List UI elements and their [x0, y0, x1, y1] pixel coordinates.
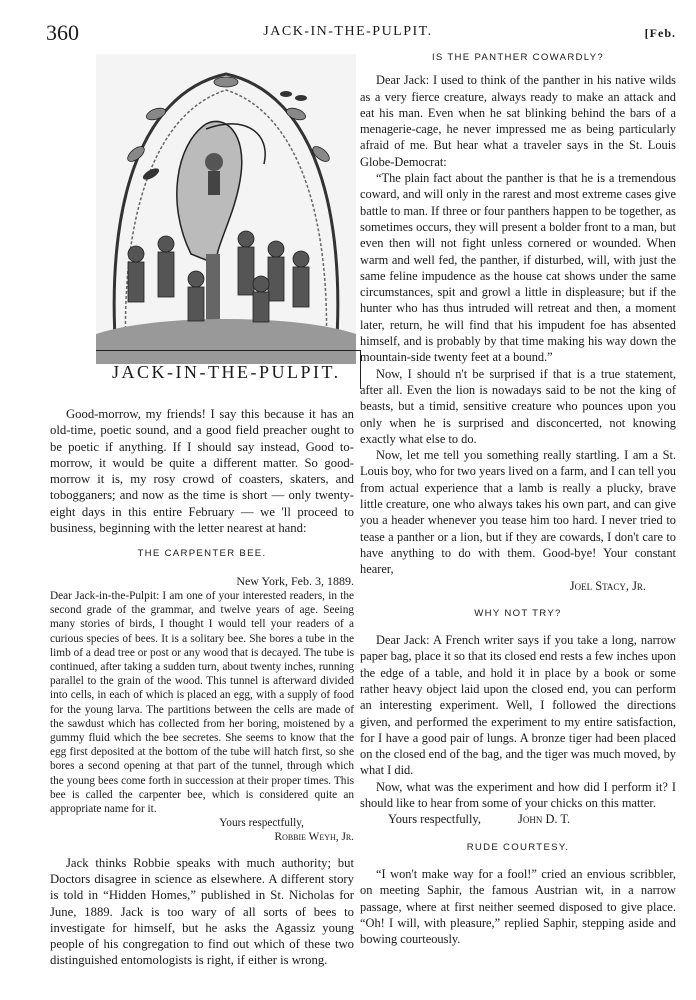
- why-not-try-closing-text: Yours respectfully,: [388, 812, 481, 827]
- panther-paragraph-4: Now, let me tell you something really startling. I am a St. Louis boy, who for two years lived on a farm, and I can tell you from actual experience that a lamb is really a plucky, brave little creature, one who always takes his own part, and can give you a header whenever you tease him too hard. I never tried to tease a panther or a lion, but if they are cowards, I don't care to have anything to do with them. Good-bye! Your constant hearer,: [360, 448, 676, 577]
- why-not-try-heading: WHY NOT TRY?: [474, 607, 562, 619]
- jack-in-the-pulpit-illustration: [96, 54, 356, 364]
- page-number: 360: [46, 20, 79, 45]
- issue-month: [Feb.: [644, 26, 676, 40]
- panther-paragraph-1: Dear Jack: I used to think of the panther in his native wilds as a very fierce creature, always ready to make an attack and eat his man. Even when he sat blinking behind the bars of a menagerie-cage, he never impressed me as being particularly afraid of me. But hear what a traveler says in the St. Louis Globe-Democrat:: [360, 73, 676, 169]
- intro-paragraph: Good-morrow, my friends! I say this because it has an old-time, poetic sound, and a good field preacher ought to be poetic if anything. If I should say instead, Good to-morrow, it would be quite a different matter. So good-morrow it is, my rosy crowd of coasters, skaters, and tobogganers; and now as the time is short — only twenty-eight days in this entire February — we 'll proceed to business, beginning with the letter nearest at hand:: [50, 407, 354, 536]
- why-not-try-paragraph-1: Dear Jack: A French writer says if you take a long, narrow paper bag, place it so that its closed end rests a few inches upon the edge of a table, and hold it in place by a book or some rather heavy object laid upon the closed end, you can perform an interesting experiment. Well, I followed the directions given, and performed the experiment to my entire satisfaction, for I have a good pair of lungs. A bronze tiger had been placed on the closed end of the bag, and the tiger was much moved, by what I did.: [360, 633, 676, 778]
- panther-paragraph-3: Now, I should n't be surprised if that is a true statement, after all. Even the lion is nowadays said to be not the king of beasts, but a timid, sensitive creature who pounces upon you only when he is surprised and disconcerted, not knowing exactly what else to do.: [360, 366, 676, 446]
- why-not-try-closing: [360, 811, 676, 827]
- carpenter-bee-signature: Robbie Weyh, Jr.: [274, 831, 354, 844]
- left-column: [50, 406, 354, 969]
- rude-courtesy-paragraph: “I won't make way for a fool!” cried an envious scribbler, on meeting Saphir, the famous Austrian wit, in a narrow passage, where at first neither seemed disposed to give place. “Oh! I will, with pleasure,” replied Saphir, stepping aside and bowing courteously.: [360, 866, 676, 947]
- department-title: JACK-IN-THE-PULPIT.: [112, 362, 341, 382]
- why-not-try-signature: John D. T.: [518, 812, 571, 827]
- rude-courtesy-heading: RUDE COURTESY.: [466, 841, 570, 853]
- right-column: [360, 50, 676, 947]
- carpenter-bee-comment: Jack thinks Robbie speaks with much authority; but Doctors disagree in science as elsewhere. A different story is told in “Hidden Homes,” published in St. Nicholas for June, 1889. Jack is too wary of all sorts of bees to investigate for himself, but he asks the Agassiz young people of his congregation to find out which of these two distinguished entomologists is right, if either is wrong.: [50, 855, 354, 968]
- carpenter-bee-heading: THE CARPENTER BEE.: [137, 548, 267, 560]
- carpenter-bee-letter: Dear Jack-in-the-Pulpit: I am one of your interested readers, in the second grade of the grammar, and twelve years of age. Seeing many stories of birds, I thought I would tell your readers of a curious species of bees. It is a solitary bee. She bores a tube in the limb of a dead tree or post or any wood that is decayed. The tube is continued, after taking a sudden turn, about twenty inches, running parallel to the grain of the wood. This tunnel is afterward divided into cells, in each of which is placed an egg, with a supply of food for the young larva. The partitions between the cells are made of the sawdust which has collected from her boring, moistened by a gummy fluid which the bee secretes. She seems to know that the egg first deposited at the bottom of the tube will hatch first, so she bores a second opening at that part of the tunnel, through which the young bees come forth in succession at their proper times. This bee is called the carpenter bee, which is considered quite an appropriate name for it.: [50, 589, 354, 816]
- carpenter-bee-dateline: New York, Feb. 3, 1889.: [236, 573, 354, 588]
- why-not-try-paragraph-2: Now, what was the experiment and how did I perform it? I should like to hear from some of your chicks on this matter.: [360, 779, 676, 811]
- carpenter-bee-closing: Yours respectfully,: [219, 817, 304, 830]
- panther-signature: Joel Stacy, Jr.: [569, 578, 646, 593]
- panther-heading: IS THE PANTHER COWARDLY?: [431, 52, 605, 63]
- running-head: JACK-IN-THE-PULPIT.: [263, 24, 433, 39]
- panther-paragraph-2: “The plain fact about the panther is that he is a tremendous coward, and will only in the rarest and most extreme cases give battle to man. If three or four panthers happen to be together, as sometimes occurs, they will present a bolder front to a man, but even then will not fight unless cornered or wounded. When warm and well fed, the panther, if disturbed, will, with just the same feline impudence as the house cat shows under the same circumstances, spit and growl a little in displeasure; but if the hunter who has thus intruded will retreat and then, a moment later, return, he will find that his impudent foe has absented himself, and is probably by that time making his way down the mountain-side twenty feet at a bound.”: [360, 171, 676, 365]
